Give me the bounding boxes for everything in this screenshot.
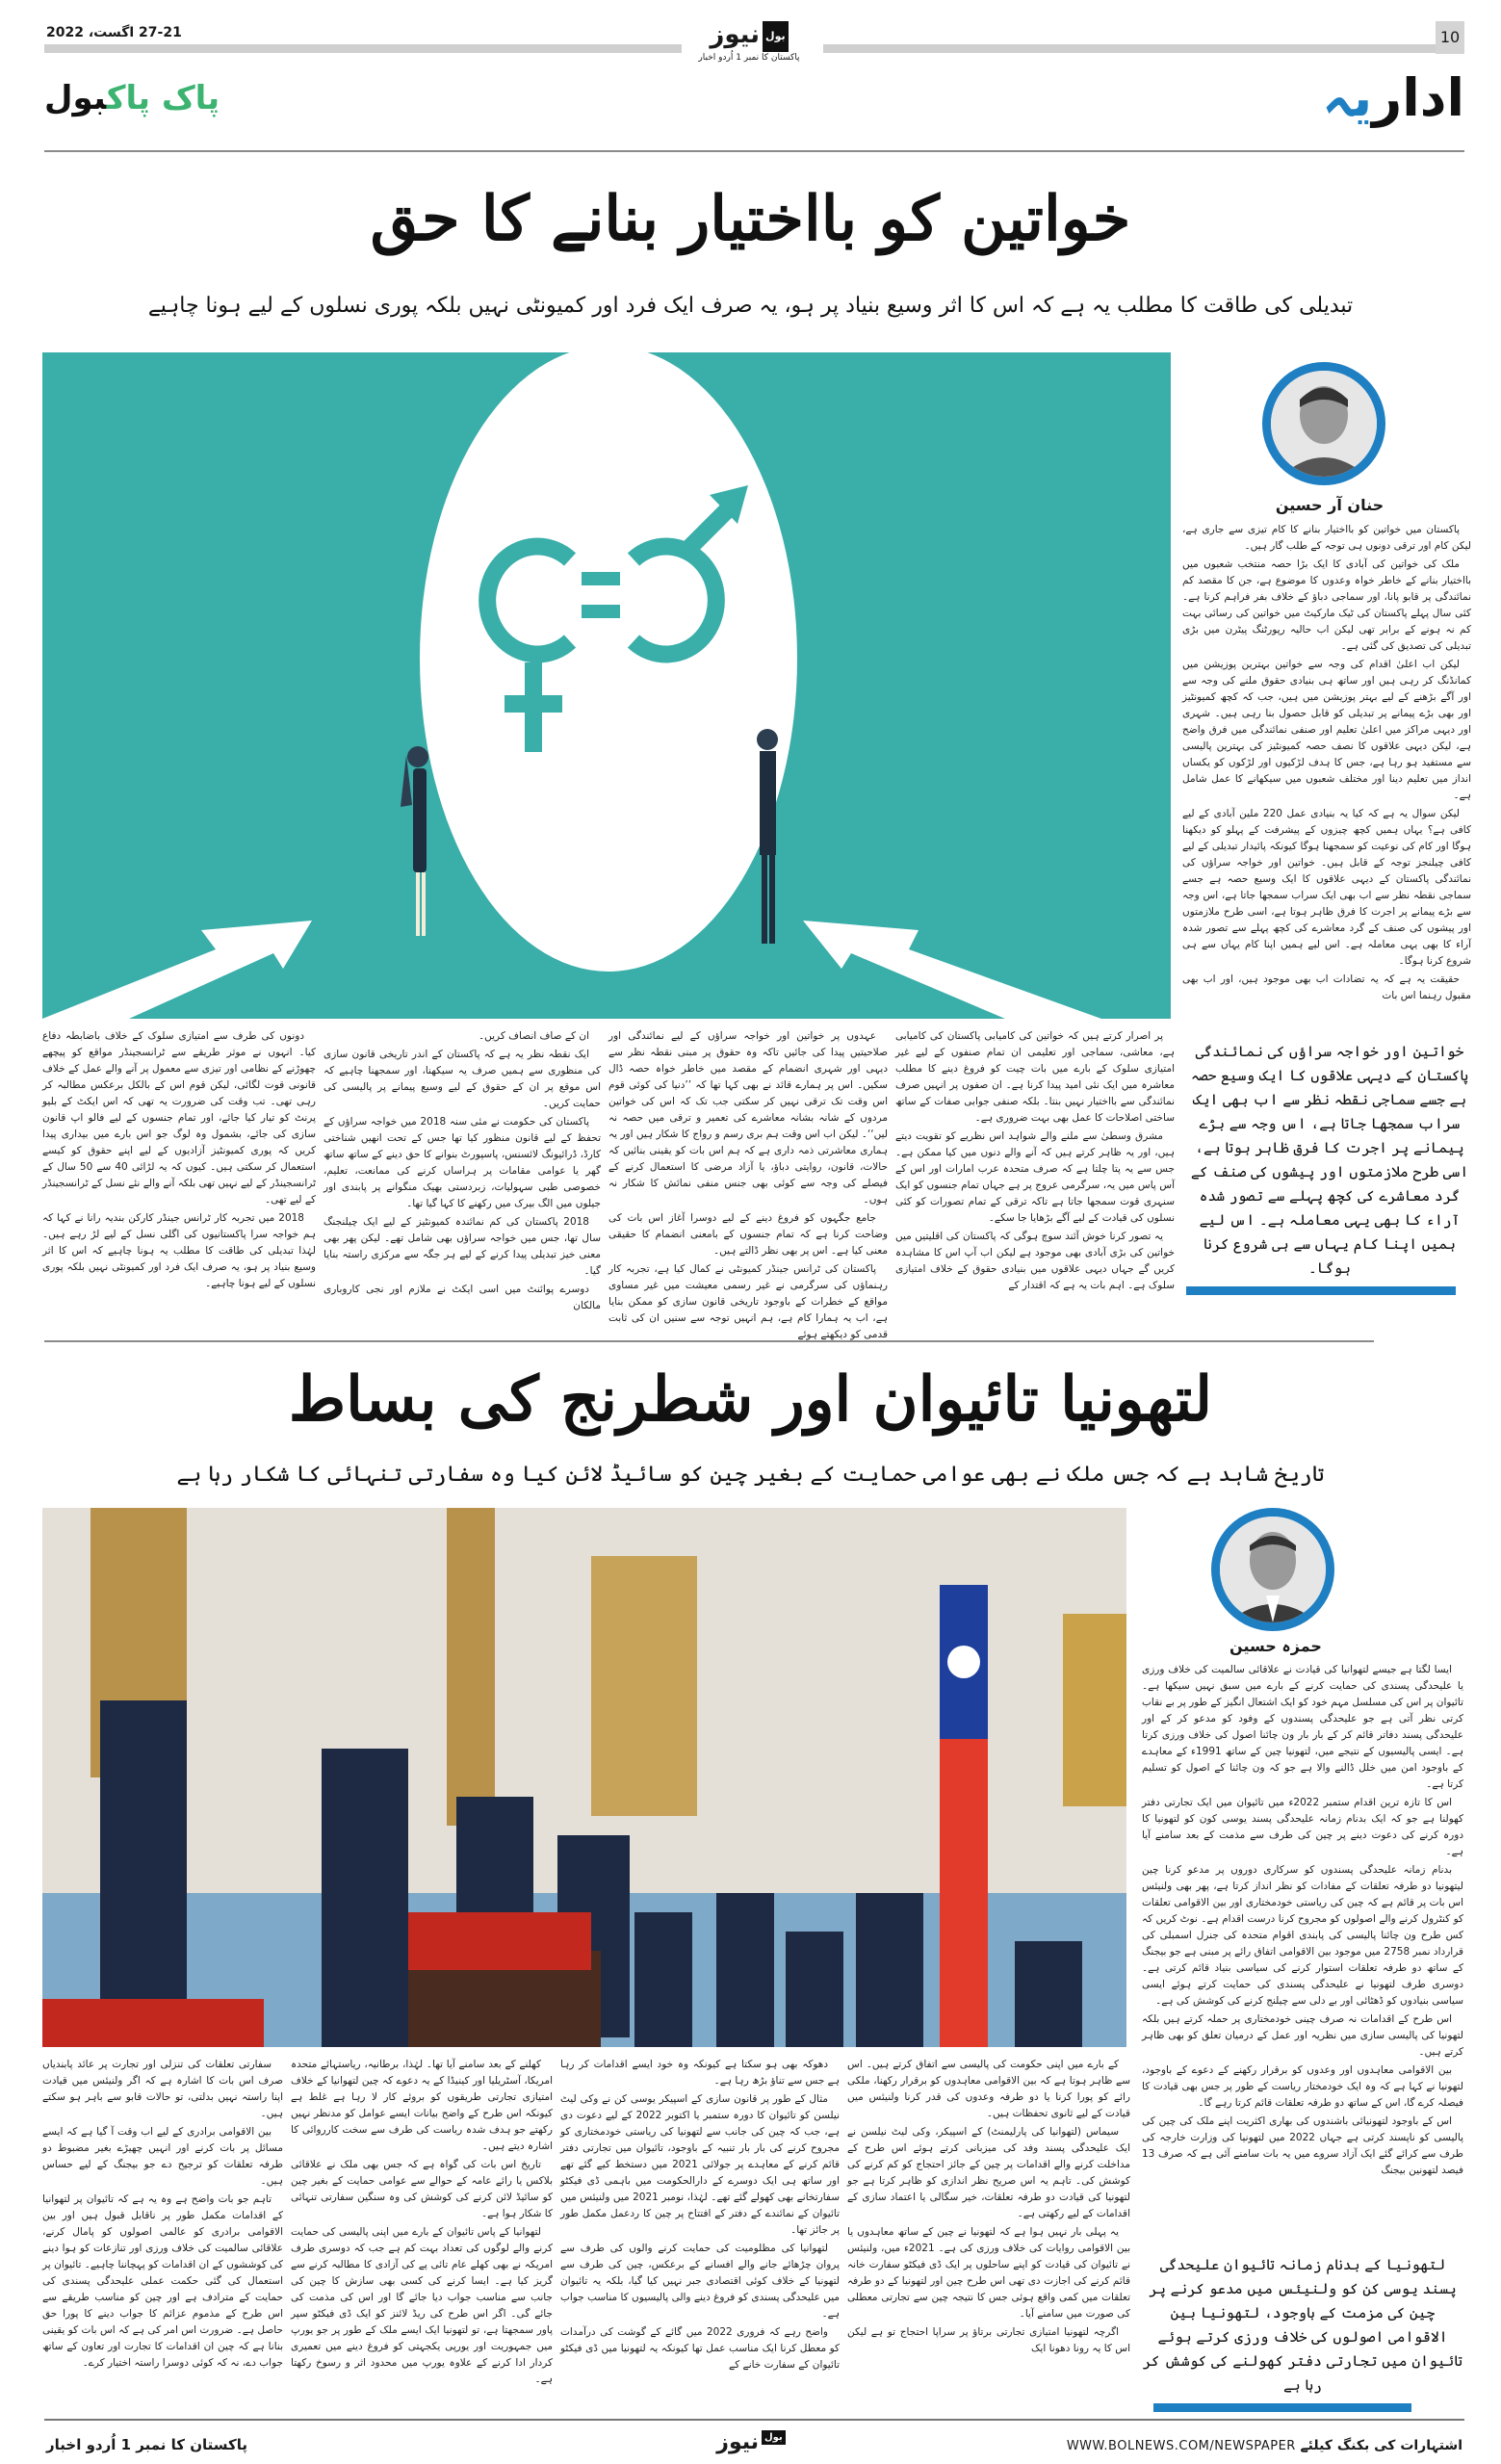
paragraph: پاکستان میں خواتین کو بااختیار بنانے کا کام تیزی سے جاری ہے، لیکن کام اور ترقی دونوں ہی توجہ کے طلب گار ہیں۔ (1182, 524, 1471, 552)
article1-column-2 (608, 1028, 888, 1345)
paragraph: ان کے صاف انصاف کریں۔ (478, 1030, 589, 1042)
paragraph: دھوکہ بھی ہو سکتا ہے کیونکہ وہ خود ایسے اقدامات کر رہا ہے جس سے تناؤ بڑھ رہا ہے۔ (560, 2059, 840, 2087)
footer-ad-label: اشتہارات کی بکنگ کیلئے (1300, 2438, 1462, 2453)
brand-dark: بول (44, 79, 107, 117)
article2-column-2 (560, 2057, 840, 2375)
paragraph: مثال کے طور پر قانون سازی کے اسپیکر یوسی کن نے وکی لیٹ نیلسن کو تائیوان کا دورہ ستمبر یا اکتوبر 2022 کے لیے دعوت دی ہے، جب کہ چین کی جانب سے لتھونیا کی ریاستی خودمختاری کو مجروح کرنے کی بار بار تنبیہ کے باوجود، تائیوان میں تجارتی دفتر قائم کرنے کے معاہدے پر جولائی 2021 میں دستخط کیے گئے تھے اور ساتھ ہی ایک دوسرے کے دارالحکومت میں باہمی ڈی فیکٹو سفارتخانے بھی کھولے گئے تھے۔ لہٰذا، نومبر 2021 میں ولنیئس میں تائیوان کے نمائندے کے دفتر کے افتتاح پر چین کا ردعمل مکمل طور پر جائز تھا۔ (560, 2093, 841, 2236)
paragraph: پر اصرار کرتے ہیں کہ خواتین کی کامیابی پاکستان کی کامیابی ہے، معاشی، سماجی اور تعلیمی ان تمام صنفوں کے لیے غیر امتیازی سلوک کے بارے میں بات چیت کو فروغ دینے کا مطلب معاشرہ میں ایک نئی امید پیدا کرنا ہے۔ ان صفوں پر انہیں صرف نمائندگی سے بااختیار نہیں بنتا۔ بلکہ صنفی جوابی صفات کے ساتھ ساختی اصلاحات کا عمل بھی بہت ضروری ہے۔ (895, 1030, 1175, 1124)
photo-svg (42, 1508, 1126, 2047)
diplomatic-meeting-photo (42, 1508, 1126, 2047)
paragraph: اس کا تازہ ترین اقدام ستمبر 2022ء میں تائیوان میں ایک تجارتی دفتر کھولنا ہے جو کہ ایک بدنام زمانہ علیحدگی پسند یوسی کون کو لتھونیا کا دورہ کرنے کی دعوت دینے پر چین کی طرف سے مذمت کے بعد سامنے آیا ہے۔ (1142, 1797, 1463, 1857)
footer-divider (44, 2419, 1464, 2421)
page-number: 10 (1436, 21, 1464, 54)
paragraph: بین الاقوامی برادری کے لیے اب وقت آ گیا ہے کہ ایسے مسائل پر بات کرنے اور انہیں چھیڑے بغیر مضبوط دو طرفہ تعلقات کو ترجیح دے جو بیجنگ کے لیے حساس ہیں۔ (42, 2126, 283, 2187)
header-divider (44, 150, 1464, 152)
paragraph: ایک نقطہ نظر یہ ہے کہ پاکستان کے اندر تاریخی قانون سازی کی منظوری سے ہمیں صرف یہ سیکھنا، اور سمجھنا چاہیے کہ اس موقع پر ان کے حقوق کے لیے وسیع پیمانے پر پالیسی کی حمایت کریں۔ (323, 1049, 601, 1109)
paragraph: لتھوانیا کی مظلومیت کی حمایت کرنے والوں کی طرف سے پروان چڑھائے جانے والے افسانے کے برعکس، چین کی طرف سے لتھونیا کے خلاف کوئی اقتصادی جبر نہیں کیا گیا، بلکہ یہ تائیوان میں علیحدگی پسندی کو فروغ دینے والی پالیسیوں کا مناسب جواب ہے۔ (560, 2243, 840, 2320)
paragraph: اس طرح کے اقدامات نہ صرف چینی خودمختاری پر حملہ کرتے ہیں بلکہ لتھونیا کی پالیسی سازی میں نظریہ اور عمل کے درمیان تعلق کو بھی ظاہر کرتے ہیں۔ (1142, 2013, 1463, 2058)
woman-figure (401, 746, 428, 936)
paragraph: تاہم جو بات واضح ہے وہ یہ ہے کہ تائیوان پر لتھوانیا کے اقدامات مکمل طور پر ناقابل قبول ہیں اور بین الاقوامی برادری کو عالمی اصولوں کو پامال کرنے، علاقائی سالمیت کی خلاف ورزی اور تنازعات کو ہوا دینے کی کوششوں کے ان اقدامات کو پہچاننا چاہیے۔ تائیوان پر استعمال کی گئی حکمت عملی علیحدگی پسندی کی حمایت کے مترادف ہے اور چین کو مناسب طریقے سے اس طرح کے مذموم عزائم کا جواب دینے کا پورا حق حاصل ہے۔ ضرورت اس امر کی ہے کہ اس بات کو یقینی بنانا ہے کہ چین ان اقدامات کا تجارت اور تعاون کے ساتھ جواب دے، نہ کہ کوئی دوسرا راستہ اختیار کرے۔ (42, 2193, 283, 2369)
header-rule-right (823, 44, 1436, 53)
article1-sidebar-text (1182, 522, 1471, 1006)
paragraph: یہ تصور کرنا خوش آئند سوچ ہوگی کہ پاکستان کی اقلیتیں میں خواتین کی بڑی آبادی بھی موجود ہے لیکن اب آپ اس کا مشاہدہ کریں گے جہاں دیہی علاقوں میں بنیادی حقوق کے خلاف امتیازی سلوک ہے۔ اہم بات یہ ہے کہ اقتدار کے (895, 1231, 1175, 1291)
paragraph: پاکستان کی حکومت نے مئی سنہ 2018 میں خواجہ سراؤں کے تحفظ کے لیے قانون منظور کیا تھا جس کے تحت انھیں شناختی کارڈ، ڈرائیونگ لائسنس، پاسپورٹ بنوانے کا حق دینے کے ساتھ ساتھ گھر یا عوامی مقامات پر ہراساں کرنے کی ممانعت، تعلیم، خصوصی طبی سہولیات، زبردستی بھیک منگوانے پر پابندی اور جیلوں میں الگ بیرک میں رکھنے کا کہا گیا تھا۔ (323, 1116, 601, 1209)
masthead-logo (682, 21, 816, 64)
author1-avatar (1262, 362, 1385, 485)
issue-date: 27-21 اگست، 2022 (46, 25, 182, 40)
masthead-tagline: پاکستان کا نمبر 1 اُردو اخبار (698, 53, 800, 63)
paragraph: عہدوں پر خواتین اور خواجہ سراؤں کے لیے نمائندگی اور صلاحیتیں پیدا کی جائیں تاکہ وہ حقوق پر مبنی نقطہ نظر سے دیہی اور شہری انضمام کے مقصد میں خاطر خواہ حصہ ڈال سکیں۔ اس پر ہمارے قائد نے بھی کہا تھا کہ ’’دنیا کی کوئی قوم اس وقت تک ترقی نہیں کر سکتی جب تک کہ اس کی خواتین مردوں کے شانہ بشانہ معاشرے کی تعمیر و ترقی میں حصہ نہ لیں‘‘۔ لیکن اب اس وقت ہم بری رسم و رواج کا شکار ہیں اور یہ ہماری معاشرتی ذمہ داری ہے کہ ہم اس بات کو یقینی بنائیں کہ حالات، قانون، روایتی دباؤ، یا آزاد مرضی کا استعمال کرنے کے فیصلے کی وجہ سے کوئی بھی جنس منفی نمائش کا شکار نہ ہوں۔ (608, 1030, 888, 1206)
paragraph: واضح رہے کہ فروری 2022 میں گائے کے گوشت کی درآمدات کو معطل کرنا ایک مناسب عمل تھا کیونکہ یہ لتھونیا میں ڈی فیکٹو تائیوان کے سفارت خانے کے (560, 2326, 840, 2371)
paragraph: سفارتی تعلقات کی تنزلی اور تجارت پر عائد پابندیاں صرف اس بات کا اشارہ ہے کہ اگر ولنیئس میں قیادت اپنا راستہ نہیں بدلتی، تو حالات قابو سے باہر ہو سکتے ہیں۔ (42, 2059, 283, 2119)
section-title-dark: ادار (1372, 67, 1464, 128)
article1-column-3 (323, 1028, 601, 1316)
paragraph: لیکن اب اعلیٰ اقدام کی وجہ سے خواتین بہترین پوزیشن میں کمانڈنگ کر رہی ہیں اور ساتھ ہی بنیادی حقوق ملنے کی وجہ سے اور آگے بڑھنے کے لیے بہتر پوزیشن میں ہیں، جب کہ کچھ کمیونٹیز اور بھی بڑے پیمانے پر تبدیلی کو قابل حصول بنا رہی ہیں۔ شہری اور دیہی مراکز میں اعلیٰ تعلیم اور صنفی نمائندگی میں فرق واضح ہے، لیکن دیہی علاقوں کا نصف حصہ کمیونٹیز کی بہترین پالیسی سے مستفید ہو رہا ہے، جس کا ہدف لڑکیوں اور لڑکوں کو یکساں انداز میں تعلیم دینا اور مختلف شعبوں میں سیکھانے کا عمل شامل ہے۔ (1182, 659, 1471, 801)
article1-pull-quote: خواتین اور خواجہ سراؤں کی نمائندگی پاکستان کے دیہی علاقوں کا ایک وسیع حصہ ہے جسے سماجی نقطہ نظر سے اب بھی ایک سراب سمجھا جاتا ہے، اس وجہ سے بڑے پیمانے پر اجرت کا فرق ظاہر ہوتا ہے، اسی طرح ملازمتوں اور پیشوں کی صنف کے گرد معاشرے کی کچھ پہلے سے تصور شدہ آراء کا بھی یہی معاملہ ہے۔ اس لیے ہمیں اپنا کام یہاں سے ہی شروع کرنا ہوگا۔ (1190, 1043, 1469, 1277)
section-title-blue: یہ (1322, 67, 1373, 128)
article1-column-1 (895, 1028, 1175, 1296)
article1-subhead: تبدیلی کی طاقت کا مطلب یہ ہے کہ اس کا اثر وسیع بنیاد پر ہو، یہ صرف ایک فرد اور کمیونٹی نہیں بلکہ پوری نسلوں کے لیے ہونا چاہیے (147, 294, 1354, 318)
paragraph: ملک کی خواتین کی آبادی کا ایک بڑا حصہ منتخب شعبوں میں بااختیار بنانے کے خاطر خواہ وعدوں کا موضوع ہے، جن کا مقصد کم نمائندگی پر قابو پانا، اور سماجی دباؤ کے خلاف بفر فراہم کرنا ہے۔ کئی سال پہلے پاکستان کی ٹیک مارکیٹ میں خواتین کی رسائی بہت کم نہ ہونے کے برابر تھی لیکن اب حالیہ رپورٹنگ پیٹرن میں بڑی تبدیلی کی تصدیق کی گئی ہے۔ (1182, 558, 1471, 652)
section-title (1322, 69, 1464, 127)
paragraph: جامع جگہوں کو فروغ دینے کے لیے دوسرا آغاز اس بات کی وضاحت کرنا ہے کہ تمام جنسوں کے بامعنی انضمام کا حقیقی معنی کیا ہے۔ اس پر بھی نظر ڈالتے ہیں۔ (608, 1212, 888, 1257)
paragraph: دوسرے پوائنٹ میں اسی ایکٹ نے ملازم اور نجی کاروباری مالکان (323, 1284, 601, 1311)
article1-pull-quote-bar (1186, 1286, 1456, 1295)
paragraph: سیماس (لتھوانیا کی پارلیمنٹ) کے اسپیکر، وکی لیٹ نیلسن نے ایک علیحدگی پسند وفد کی میزبانی کرتے ہوئے اس طرح کے مداخلت کرنے والے اقدامات پر چین کے جائز احتجاج کو کم کرنے کی کوشش کی۔ تاہم یہ اس صریح نظر اندازی کو ظاہر کرتا ہے جو لتھونیا کی قیادت دو طرفہ تعلقات، خیر سگالی یا اعتماد سازی کے اقدامات کے لیے رکھتی ہے۔ (847, 2126, 1130, 2219)
author1-name: حنان آر حسین (1275, 496, 1385, 514)
paragraph: بین الاقوامی معاہدوں اور وعدوں کو برقرار رکھنے کے دعوے کے باوجود، لتھونیا نے کہا ہے کہ وہ ایک خودمختار ریاست کے طور پر جس بھی قیادت کا فیصلہ کرے گا، اس کے ساتھ دو طرفہ تعلقات قائم کرتا رہے گا۔ (1142, 2064, 1463, 2109)
article2-column-1 (847, 2057, 1130, 2359)
footer-logo-box: بول (762, 2430, 786, 2445)
article2-subhead: تاریخ شاہد ہے کہ جس ملک نے بھی عوامی حمایت کے بغیر چین کو سائیڈ لائن کیا وہ سفارتی تنہائی کا شکار رہا ہے (176, 1463, 1325, 1487)
paragraph: تاریخ اس بات کی گواہ ہے کہ جس بھی ملک نے علاقائی بلاکس یا رائے عامہ کے حوالے سے عوامی حمایت کے بغیر چین کو سائیڈ لائن کرنے کی کوشش کی وہ سنگین سفارتی تنہائی کا شکار ہوا ہے۔ (291, 2159, 553, 2219)
paragraph: اگرچہ لتھونیا امتیازی تجارتی برتاؤ پر سراپا احتجاج تو ہے لیکن اس کا یہ رونا دھونا ایک (847, 2326, 1130, 2354)
article2-pull-quote: لتھونیا کے بدنام زمانہ تائیوان علیحدگی پسند یوسی کن کو ولنیئس میں مدعو کرنے پر چین کی مزمت کے باوجود، لتھونیا بین الاقوامی اصولوں کی خلاف ورزی کرتے ہوئے تائیوان میں تجارتی دفتر کھولنے کی کوشش کر رہا ہے (1142, 2256, 1463, 2394)
footer-tagline: پاکستان کا نمبر 1 اُردو اخبار (46, 2436, 248, 2453)
white-circle (420, 352, 797, 972)
paragraph: یہ پہلی بار نہیں ہوا ہے کہ لتھونیا نے چین کے ساتھ معاہدوں یا بین الاقوامی روایات کی خلاف ورزی کی ہے۔ 2021ء میں، ولنیئس نے تائیوان کی قیادت کو اپنے ساحلوں پر ایک ڈی فیکٹو سفارت خانہ قائم کرنے کی اجازت دی تھی اس طرح چین اور لتھونیا کے دو طرفہ تعلقات میں کمی واقع ہوئی جس کا نتیجہ چین سے تجارتی معطلی کی صورت میں سامنے آیا۔ (847, 2226, 1130, 2320)
illustration-svg (42, 352, 1171, 1019)
brand-green: پاک پاک (106, 79, 220, 117)
paragraph: پاکستان کی ٹرانس جینڈر کمیونٹی نے کمال کیا ہے، تجربہ کار رہنماؤں کی سرگرمی نے غیر رسمی معیشت میں غیر مساوی مواقع کے خطرات کے باوجود تاریخی قانون سازی کو ممکن بنایا ہے، اب یہ ہمارا کام ہے، ہم انہیں توجہ سے سنیں ان کی ثابت قدمی کو دیکھتے ہوئے (608, 1263, 888, 1340)
footer-logo (674, 2430, 828, 2454)
man-figure (757, 729, 778, 944)
author2-name: حمزہ حسین (1229, 1637, 1322, 1655)
brand-logo (44, 79, 220, 117)
paragraph: اس کے باوجود لتھونیائی باشندوں کی بھاری اکثریت اپنے ملک کی چین کی پالیسی کو ناپسند کرتی ہے جہاں 2022 میں لتھونیا کی وزارت خارجہ کی طرف سے کرائے گئے ایک آزاد سروے میں یہ بات سامنے آئی ہے کہ صرف 13 فیصد لتھونین بیجنگ (1142, 2115, 1463, 2176)
header-rule-left (44, 44, 682, 53)
paragraph: لیکن سوال یہ ہے کہ کیا یہ بنیادی عمل 220 ملین آبادی کے لیے کافی ہے؟ یہاں ہمیں کچھ چیزوں کے پیشرفت کے پہلو کو دیکھنا ہوگا اور کام کی نوعیت کو سمجھنا ہوگا کیونکہ پائیدار تبدیلی کے لیے کافی چیلنجز توجہ کے قابل ہیں۔ خواتین اور خواجہ سراؤں کی نمائندگی پاکستان کے دیہی علاقوں کا ایک وسیع حصہ ہے جسے سماجی نقطہ نظر سے اب بھی ایک سراب سمجھا جاتا ہے، اس وجہ سے بڑے پیمانے پر اجرت کا فرق ظاہر ہوتا ہے، اسی طرح ملازمتوں اور پیشوں کی صنف کے گرد معاشرے کی کچھ پہلے سے تصور شدہ آراء کا بھی یہی معاملہ ہے۔ اس لیے ہمیں اپنا کام یہاں سے ہی شروع کرنا ہوگا۔ (1182, 808, 1471, 967)
article2-headline: لتھونیا تائیوان اور شطرنج کی بساط (288, 1363, 1213, 1436)
gender-equality-illustration (42, 352, 1171, 1019)
article2-sidebar-text (1142, 1662, 1463, 2181)
article-divider (44, 1340, 1374, 1342)
article1-headline: خواتین کو بااختیار بنانے کا حق (370, 183, 1131, 255)
paragraph: مشرق وسطیٰ سے ملنے والے شواہد اس نظریے کو تقویت دیتے ہیں، اور یہ ظاہر کرتے ہیں کہ آنے والے دنوں میں کیا ممکن ہے۔ جس سے یہ پتا چلتا ہے کہ صرف متحدہ عرب امارات اور اس کے آس پاس میں یہ، سرگرمی عروج پر ہے جہاں تمام جنسوں کو ایک سنہری قوت سمجھا جاتا ہے تاکہ ترقی کے تمام تصورات کو کئی نسلوں کی قیادت کے لیے آگے بڑھایا جا سکے۔ (895, 1130, 1175, 1224)
masthead-box: بول (763, 21, 789, 52)
paragraph: ایسا لگتا ہے جیسے لتھوانیا کی قیادت نے علاقائی سالمیت کی خلاف ورزی یا علیحدگی پسندی کی حمایت کرنے کے بارے میں سبق نہیں سیکھا ہے۔ تائیوان پر اس کی مسلسل مہم خود کو ایک اشتعال انگیز کے طور پر بے نقاب کرتی نظر آتی ہے جو علیحدگی پسندوں کے وفود کو مدعو کر کے اور علیحدگی پسند دفاتر قائم کر کے بار بار ون چائنا اصول کی خلاف ورزی کرتا ہے۔ ایسی پالیسیوں کے نتیجے میں، لتھونیا چین کے ساتھ 1991ء کے معاہدے کے باوجود امن میں خلل ڈالنے والا ہے جو کہ ون چائنا کے اصول کو تسلیم کرتا ہے۔ (1142, 1664, 1464, 1790)
paragraph: لتھوانیا کے پاس تائیوان کے بارے میں اپنی پالیسی کی حمایت کرنے والے لوگوں کی تعداد بہت کم ہے جب کہ دوسری طرف امریکہ نے بھی کھلے عام تائی پے کی آزادی کا مطالبہ کرنے سے گریز کیا ہے۔ ایسا کرنے کی کسی بھی سازش کا چین کی جانب سے مناسب جواب دیا جائے گا اور اس کی مذمت کی جائے گی۔ اگر اس طرح کی ریڈ لائنز کو ایک ڈی فیکٹو سپر پاور سمجھتا ہے، تو لتھونیا ایک ایسے ملک کے طور پر جو یورپ میں جمہوریت اور یورپی یکجہتی کو فروغ دینے میں تعمیری کردار ادا کرنے کے علاوہ یورپ میں محدود اثر و رسوخ رکھتا ہے۔ (291, 2226, 553, 2385)
author1-photo (1271, 371, 1377, 477)
masthead-name: نیوز (710, 20, 761, 49)
paragraph: دونوں کی طرف سے امتیازی سلوک کے خلاف باضابطہ دفاع کیا۔ انہوں نے موثر طریقے سے ٹرانسجینڈر مواقع کو پیچھے چھوڑنے کے نظامی اور تیزی سے معمول پر آنے والے عمل کے خلاف قانونی قوت لگائی، لیکن قوم اس کے بالکل برعکس مطالبہ کر رہی تھی۔ تب وقت کی ضرورت یہ تھی کہ اس ایکٹ کے بلیو پرنٹ کو تیار کیا جائے، اور تمام جنسوں کے لیے فالو اپ قانون سازی کی جائے، بشمول وہ لوگ جو اس بارے میں بیداری پیدا کریں کہ پوری کمیونٹیز آزادیوں کے لیے اپنے حقوق کو کیسے استعمال کر سکتی ہیں۔ کیوں کہ یہ لڑائی 40 سے 50 سال کے ٹرانسجینڈر کے لیے نہیں تھی بلکہ آنے والے نئے نسل کے ٹرانسجینڈر کے لیے تھی۔ (42, 1030, 316, 1206)
article2-pull-quote-bar (1153, 2403, 1411, 2412)
footer-url[interactable]: WWW.BOLNEWS.COM/NEWSPAPER (1066, 2439, 1296, 2453)
footer-logo-name: نیوز (716, 2430, 759, 2454)
paragraph: کھلنے کے بعد سامنے آیا تھا۔ لہٰذا، برطانیہ، ریاستہائے متحدہ امریکا، آسٹریلیا اور کینیڈا کے یہ دعوے کہ چین لتھوانیا کے خلاف امتیازی تجارتی طریقوں کو بروئے کار لا رہا ہے غلط ہے کیونکہ اس طرح کے واضح بیانات ایسے عوامل کو مدنظر نہیں رکھتے جو ہدف شدہ ریاست کی طرف سے سخت کارروائی کا اشارہ دیتے ہیں۔ (291, 2059, 553, 2152)
author2-avatar (1211, 1508, 1334, 1631)
paragraph: حقیقت یہ ہے کہ یہ تضادات اب بھی موجود ہیں، اور اب بھی مقبول رہنما اس بات (1182, 973, 1471, 1001)
paragraph: 2018 میں تجربہ کار ٹرانس جینڈر کارکن بندیہ رانا نے کہا کہ ہم خواجہ سرا پاکستانیوں کی اگلی نسل کے لیے لڑ رہے ہیں۔ لہٰذا تبدیلی کی طاقت کا مطلب یہ ہونا چاہیے کہ اس کا اثر وسیع بنیاد پر ہو، یہ صرف ایک فرد اور کمیونٹی نہیں بلکہ پوری نسلوں کے لیے ہونا چاہیے۔ (42, 1212, 316, 1289)
paragraph: 2018 پاکستان کی کم نمائندہ کمیونٹیز کے لیے ایک چیلنجنگ سال تھا، جس میں خواجہ سراؤں بھی شامل تھے۔ لیکن پھر بھی معنی خیز تبدیلی پیدا کرنے کے لیے ہر جگہ سے مرکزی راستہ بنایا گیا۔ (323, 1216, 601, 1277)
paragraph: بدنام زمانہ علیحدگی پسندوں کو سرکاری دوروں پر مدعو کرنا چین لیتھونیا دو طرفہ تعلقات کے مفادات کو نظر انداز کرتا ہے، پھر بھی ولنیئس اس بات پر قائم ہے کہ چین کی ریاستی خودمختاری اور بین الاقوامی تعلقات کو کنٹرول کرنے والے اصولوں کو مجروح کرنا درست اقدام ہے۔ نوٹ کریں کہ کس طرح ون چائنا پالیسی کی پابندی اقوام متحدہ کی جنرل اسمبلی کی قرارداد نمبر 2758 میں موجود بین الاقوامی اتفاق رائے پر مبنی ہے جو بیجنگ کے ساتھ دو طرفہ تعلقات استوار کرنے کی سیاسی بنیاد قائم کرتی ہے۔ دوسری طرف لتھونیا نے علیحدگی پسندی کی حمایت کرتے ہوئے ایسی سیاسی بنیادوں کو ڈھٹائی اور بے دلی سے چیلنج کرنے کی کوشش کی ہے۔ (1142, 1864, 1464, 2007)
left-arrow-icon (42, 921, 312, 1019)
article1-column-4 (42, 1028, 316, 1294)
paragraph: کے بارے میں اپنی حکومت کی پالیسی سے اتفاق کرتے ہیں۔ اس سے ظاہر ہوتا ہے کہ بین الاقوامی معاہدوں کو برقرار رکھنا، ملکی رائے کو پورا کرنا یا دو طرفہ وعدوں کی قدر کرنا ولنیئس میں قیادت کے لیے ثانوی تحفظات ہیں۔ (847, 2059, 1130, 2119)
author2-photo (1220, 1517, 1326, 1622)
article2-column-3 (291, 2057, 553, 2390)
right-arrow-icon (803, 921, 1101, 1019)
footer-ad-booking (1067, 2438, 1462, 2453)
article2-column-4 (42, 2057, 283, 2373)
